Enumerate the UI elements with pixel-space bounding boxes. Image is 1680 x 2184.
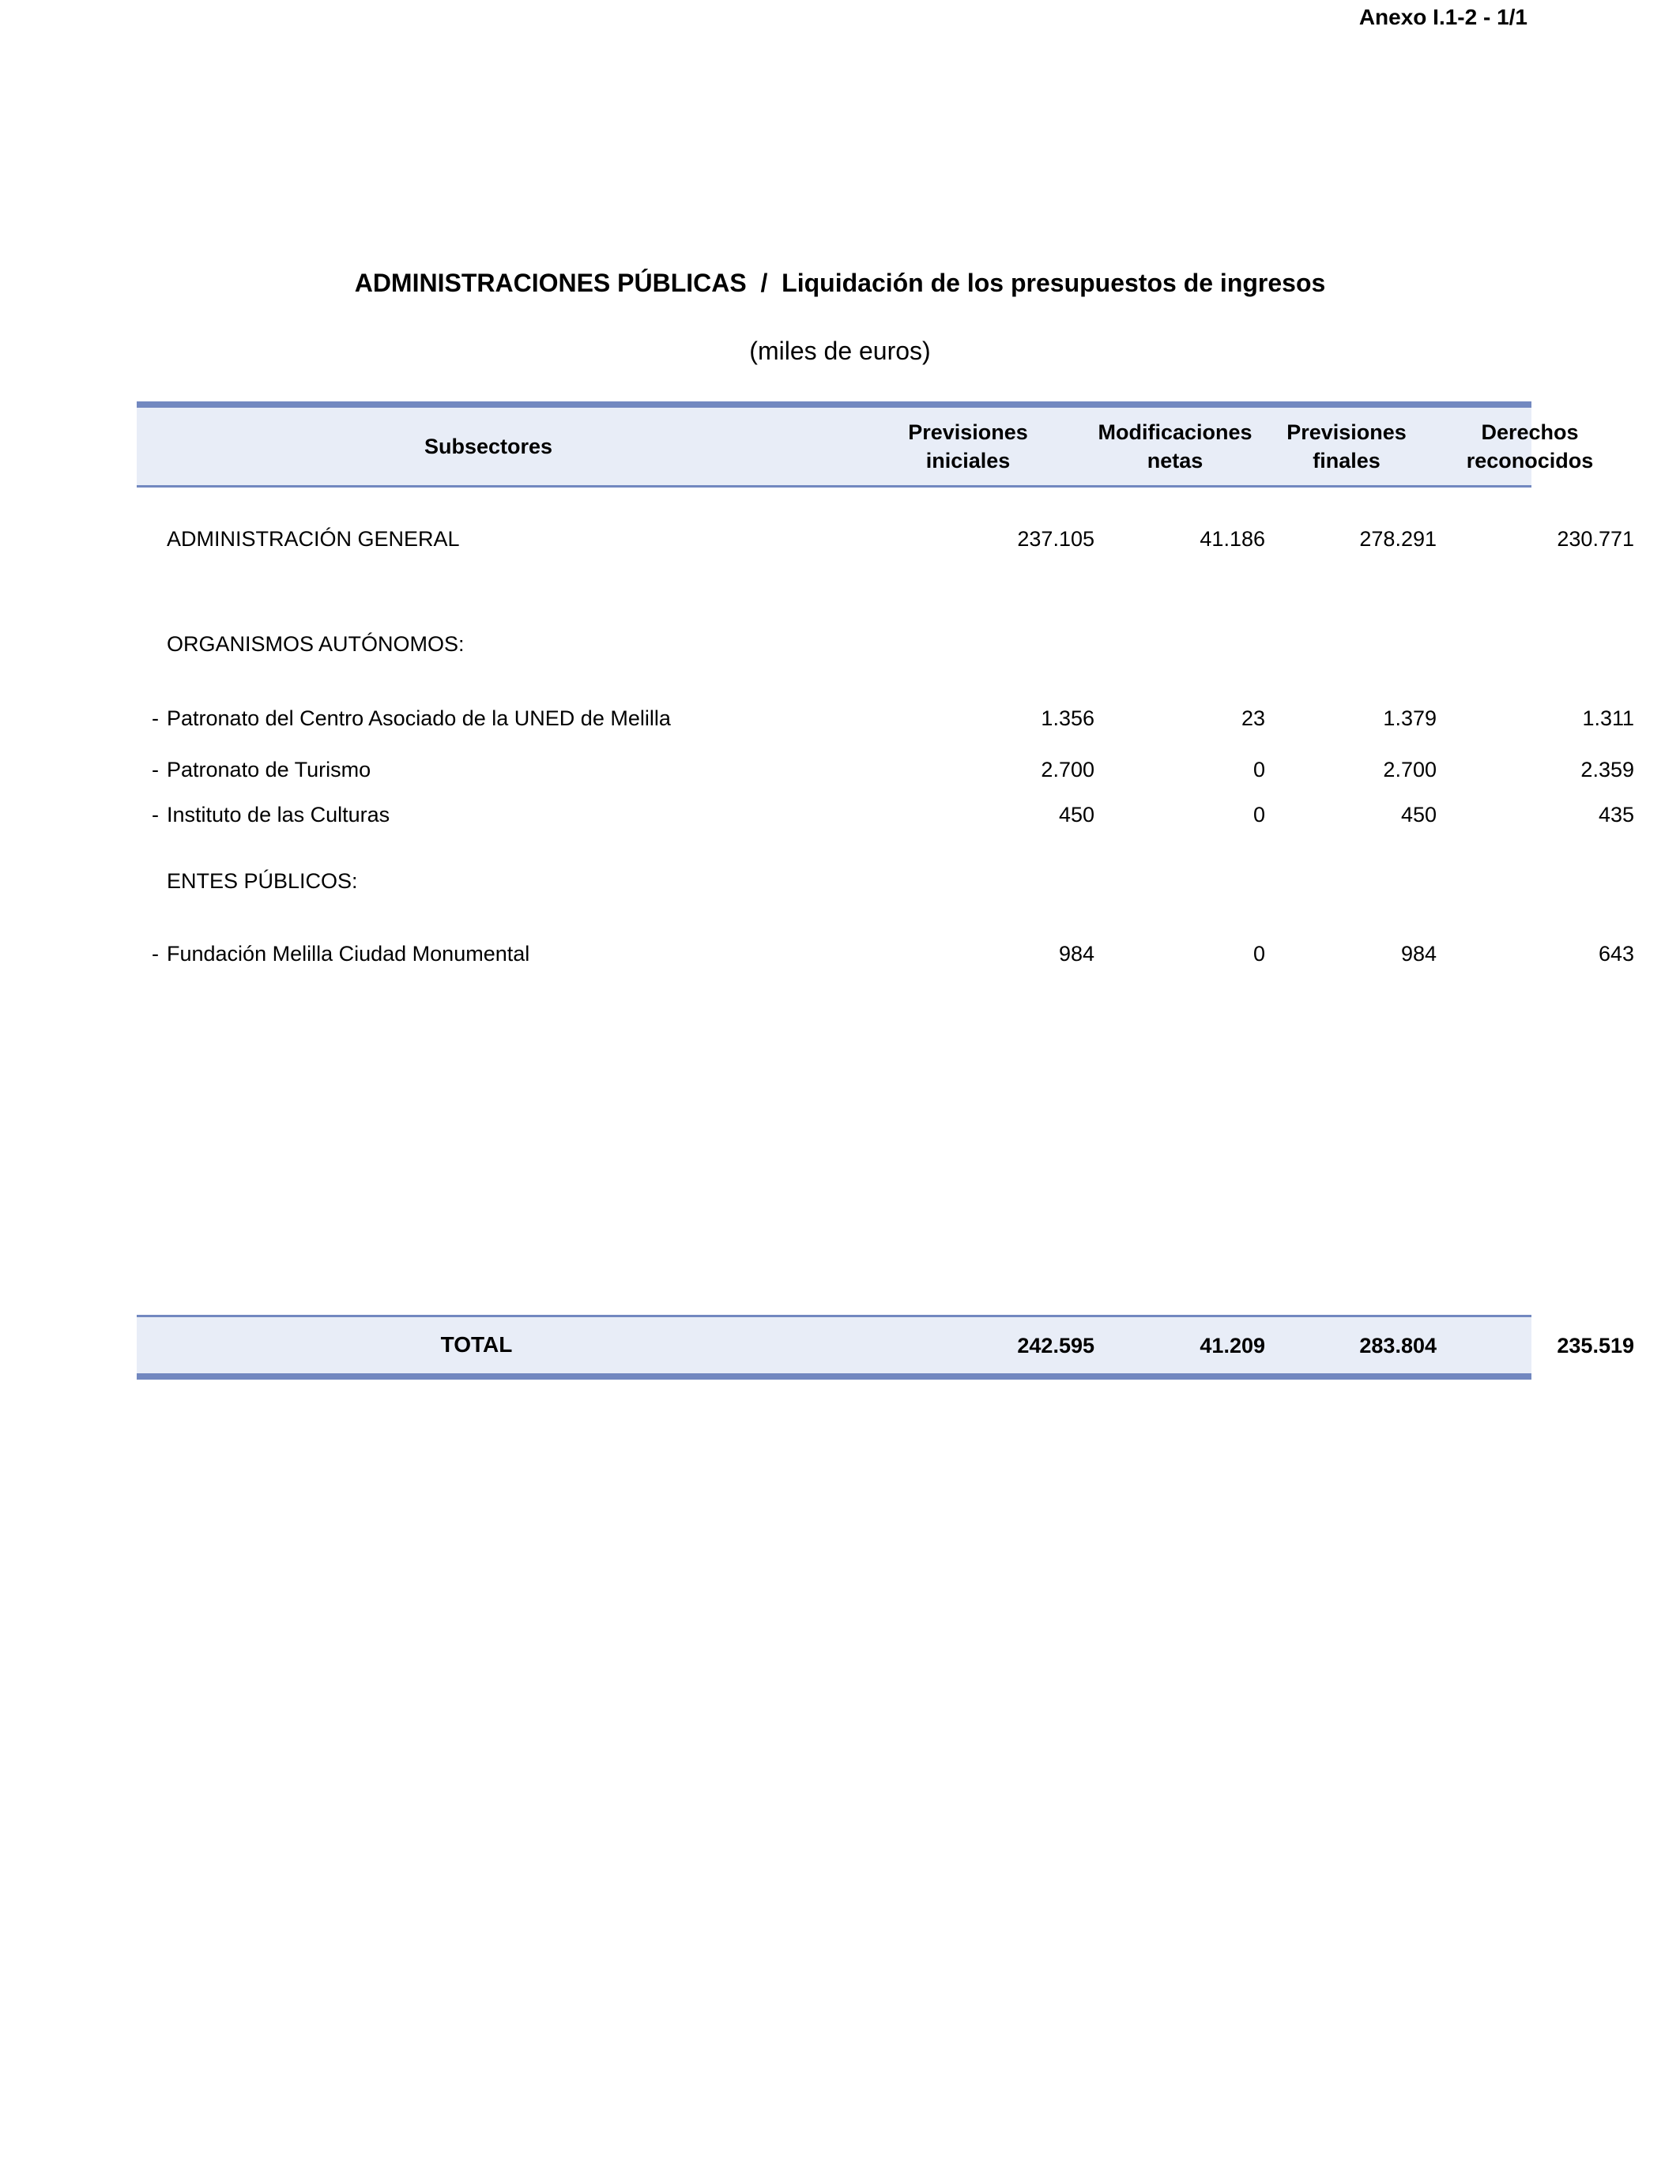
section-header-entes	[137, 869, 1531, 901]
total-prev-fin: 283.804	[1359, 1334, 1437, 1357]
header-der-line2: reconocidos	[1466, 449, 1594, 473]
row-label: Patronato de Turismo	[167, 758, 371, 781]
cell-prev-ini: 984	[1058, 942, 1094, 966]
cell-prev-ini: 2.700	[1041, 758, 1094, 781]
section-label: ORGANISMOS AUTÓNOMOS:	[167, 632, 465, 656]
row-label: Patronato del Centro Asociado de la UNED de Melilla	[167, 706, 671, 730]
row-label: ADMINISTRACIÓN GENERAL	[167, 527, 460, 551]
header-prev-fin-line2: finales	[1313, 449, 1381, 473]
cell-prev-fin: 278.291	[1359, 527, 1437, 551]
table-row	[137, 803, 1634, 834]
header-mod-line1: Modificaciones	[1098, 420, 1252, 444]
header-prev-ini-line2: iniciales	[925, 449, 1011, 473]
cell-mod: 41.186	[1200, 527, 1265, 551]
cell-prev-ini: 237.105	[1017, 527, 1094, 551]
table-row	[137, 758, 1634, 789]
cell-der: 643	[1598, 942, 1634, 966]
header-prev-ini-line1: Previsiones	[908, 420, 1028, 444]
cell-der: 230.771	[1557, 527, 1634, 551]
cell-prev-fin: 984	[1400, 942, 1437, 966]
header-prev-fin-line1: Previsiones	[1286, 420, 1407, 444]
header-der-line1: Derechos	[1481, 420, 1579, 444]
cell-prev-ini: 1.356	[1041, 706, 1094, 730]
cell-der: 435	[1598, 803, 1634, 827]
total-mod: 41.209	[1200, 1334, 1265, 1357]
total-der: 235.519	[1557, 1334, 1634, 1357]
cell-prev-fin: 1.379	[1383, 706, 1437, 730]
cell-prev-fin: 450	[1400, 803, 1437, 827]
cell-der: 2.359	[1580, 758, 1634, 781]
row-dash: -	[152, 758, 159, 781]
cell-mod: 0	[1252, 803, 1265, 827]
header-derechos-reconocidos	[1372, 408, 1680, 485]
cell-mod: 23	[1241, 706, 1265, 730]
table-top-rule	[137, 401, 1531, 408]
table-row	[137, 942, 1634, 973]
header-subsectores-label: Subsectores	[424, 435, 553, 458]
cell-der: 1.311	[1582, 706, 1634, 730]
table-header-rule	[137, 485, 1531, 488]
row-dash: -	[152, 706, 159, 730]
table-bottom-rule	[137, 1373, 1531, 1380]
total-prev-ini: 242.595	[1017, 1334, 1094, 1357]
row-dash: -	[152, 942, 159, 966]
table-row	[137, 706, 1634, 738]
cell-prev-ini: 450	[1058, 803, 1094, 827]
cell-mod: 0	[1252, 942, 1265, 966]
row-dash: -	[152, 803, 159, 827]
row-label: Fundación Melilla Ciudad Monumental	[167, 942, 530, 966]
page-title: ADMINISTRACIONES PÚBLICAS / Liquidación de los presupuestos de ingresos	[354, 269, 1326, 297]
annex-reference: Anexo I.1-2 - 1/1	[1358, 5, 1527, 29]
section-header-organismos	[137, 632, 1531, 664]
section-label: ENTES PÚBLICOS:	[167, 869, 358, 893]
row-label: Instituto de las Culturas	[167, 803, 390, 827]
header-mod-line2: netas	[1147, 449, 1203, 473]
cell-prev-fin: 2.700	[1383, 758, 1437, 781]
table-row-admin-general	[137, 527, 1634, 559]
total-label: TOTAL	[440, 1332, 513, 1357]
units-subtitle: (miles de euros)	[749, 337, 931, 365]
header-subsectores	[137, 408, 840, 485]
cell-mod: 0	[1252, 758, 1265, 781]
